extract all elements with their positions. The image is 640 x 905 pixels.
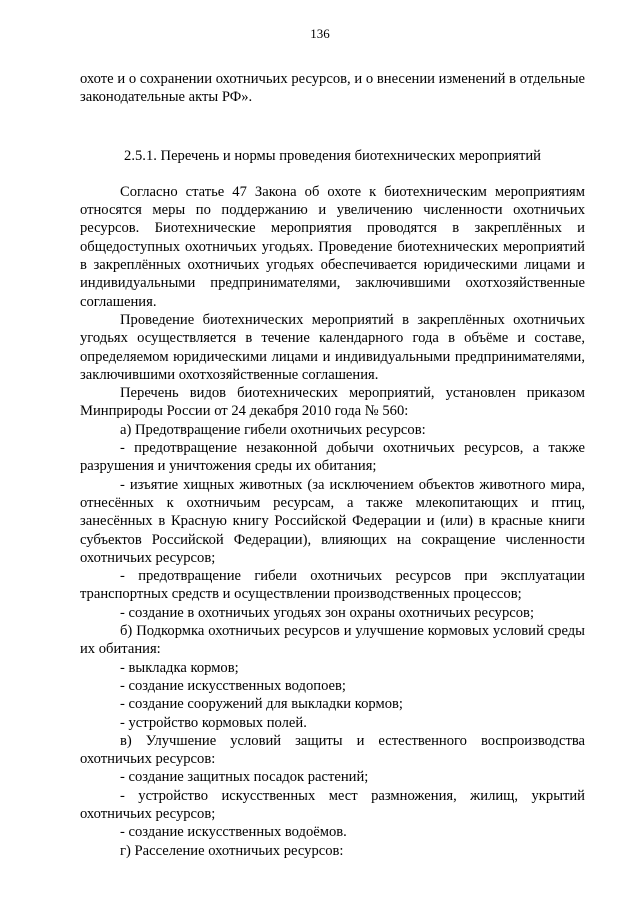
paragraph: б) Подкормка охотничьих ресурсов и улучшение кормовых условий среды их обитания: [80,623,585,658]
page-number: 136 [310,26,330,41]
paragraph: - создание искусственных водоёмов. [120,824,347,841]
intro-paragraph: охоте и о сохранении охотничьих ресурсов, и о внесении изменений в отдельные законодательные акты РФ». [80,71,585,106]
paragraph: - выкладка кормов; [120,659,239,676]
paragraph: - предотвращение гибели охотничьих ресурсов при эксплуатации транспортных средств и осуществлении производственных процессов; [80,568,585,603]
paragraph: Перечень видов биотехнических мероприятий, установлен приказом Минприроды России от 24 декабря 2010 года № 560: [80,385,585,420]
paragraph: Проведение биотехнических мероприятий в закреплённых охотничьих угодьях осуществляется в течение календарного года в объёме и составе, определяемом юридическими лицами и индивидуальными предпринимателями, заключившими охотхозяйственные соглашения. [80,311,585,383]
body-paragraphs [80,183,585,860]
paragraph: - создание в охотничьих угодьях зон охраны охотничьих ресурсов; [120,604,534,621]
paragraph: - изъятие хищных животных (за исключением объектов животного мира, отнесённых к охотничьим ресурсам, а также млекопитающих и птиц, занесённых в Красную книгу Российской Федерации и (или) в красные книги субъектов Российской Федерации), влияющих на сокращение численности охотничьих ресурсов; [80,476,585,566]
paragraph: - создание защитных посадок растений; [120,769,369,786]
paragraph: г) Расселение охотничьих ресурсов: [120,842,344,859]
paragraph: - предотвращение незаконной добычи охотничьих ресурсов, а также разрушения и уничтожения среды их обитания; [80,440,585,475]
paragraph: Согласно статье 47 Закона об охоте к биотехническим мероприятиям относятся меры по поддержанию и увеличению численности охотничьих ресурсов. Биотехнические мероприятия проводятся в закреплённых и общедоступных охотничьих угодьях. Проведение биотехнических мероприятий в закреплённых охотничьих угодьях обеспечивается юридическими лицами и индивидуальными предпринимателями, заключившими охотхозяйственные соглашения. [80,183,585,310]
page-content [80,70,585,860]
paragraph: в) Улучшение условий защиты и естественного воспроизводства охотничьих ресурсов: [80,732,585,768]
paragraph: а) Предотвращение гибели охотничьих ресурсов: [120,421,426,438]
paragraph: - создание сооружений для выкладки кормов; [120,696,403,713]
paragraph: - создание искусственных водопоев; [120,677,346,694]
paragraph: - устройство искусственных мест размножения, жилищ, укрытий охотничьих ресурсов; [80,787,585,822]
section-heading: 2.5.1. Перечень и нормы проведения биотехнических мероприятий [124,147,541,164]
paragraph: - устройство кормовых полей. [120,714,307,731]
